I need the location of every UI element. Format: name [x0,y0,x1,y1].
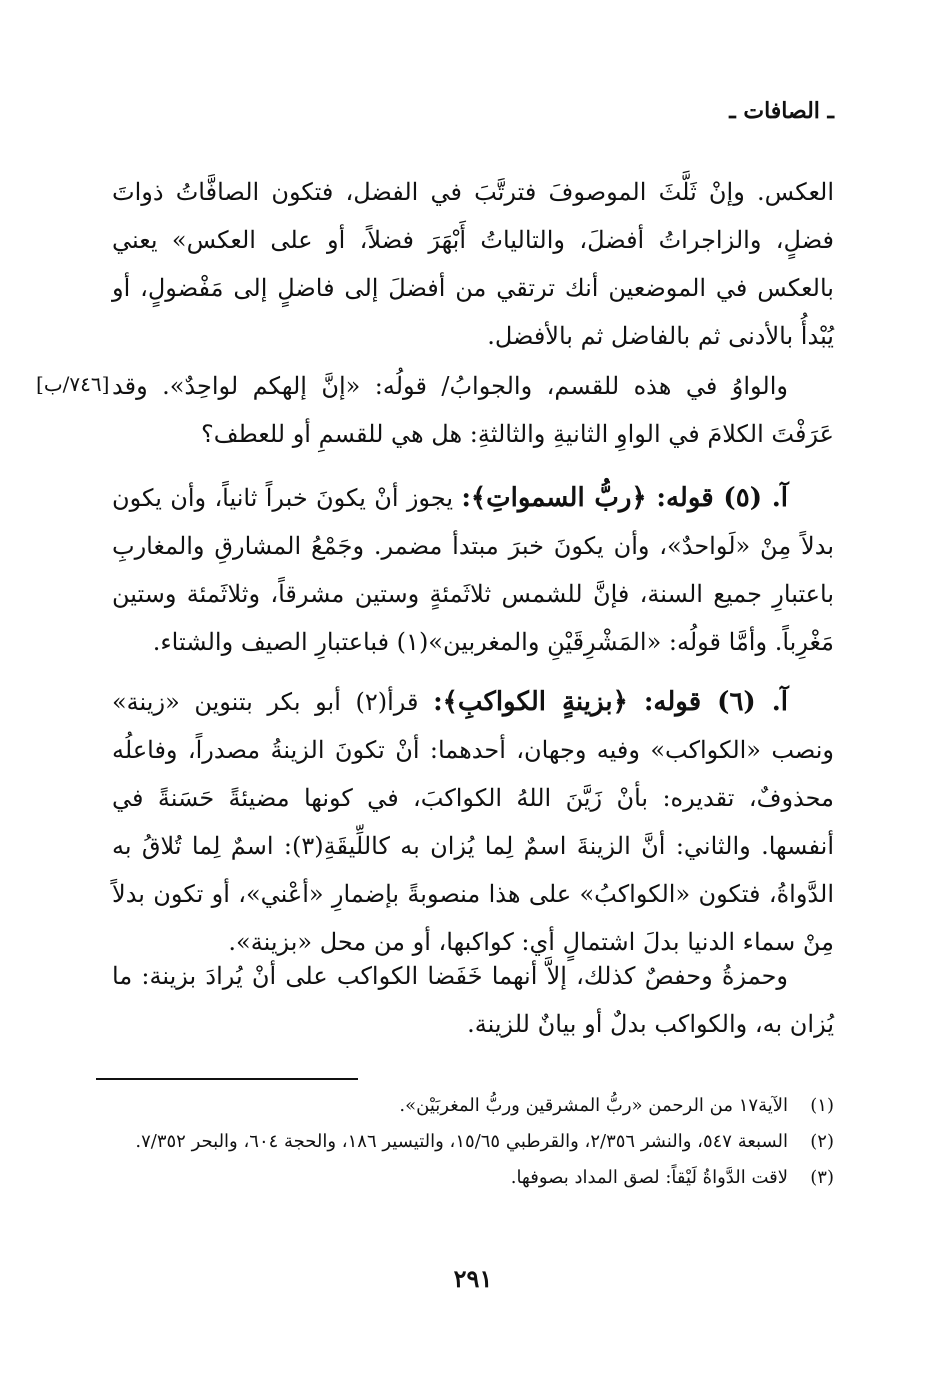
body-paragraph-1 [112,168,834,360]
body-paragraph-3 [112,474,834,666]
footnote-item [112,1088,834,1124]
running-head: ـ الصافات ـ [729,98,834,124]
footnote-divider [96,1078,358,1080]
footnote-text: الآية١٧ من الرحمن «ربُّ المشرقين وربُّ المغربَيْن». [399,1095,788,1116]
footnote-text: السبعة ٥٤٧، والنشر ٢/٣٥٦، والقرطبي ١٥/٦٥، والتيسير ١٨٦، والحجة ٦٠٤، والبحر ٧/٣٥٢. [135,1131,788,1152]
paragraph-text: العكس. وإنْ ثَلَّثَ الموصوفَ فترتَّبَ في الفضل، فتكون الصافَّاتُ ذواتَ فضلٍ، والزاجراتُ أفضلَ، والتالياتُ أَبْهَرَ فضلاً، أو على العكس» يعني بالعكس في الموضعين أنك ترتقي من أفضلَ إلى فاضلٍ إلى مَفْضولٍ، أو يُبْدأُ بالأدنى ثم بالفاضل ثم بالأفضل. [112,178,834,350]
paragraph-text: وحمزةُ وحفصٌ كذلك، إلاَّ أنهما خَفَضا الكواكب على أنْ يُرادَ بزينة: ما يُزان به، والكواكب بدلٌ أو بيانٌ للزينة. [112,962,834,1038]
paragraph-text: يجوز أنْ يكونَ خبراً ثانياً، وأن يكون بدلاً مِنْ «لَواحدٌ»، وأن يكونَ خبرَ مبتدأ مضمر. وجَمْعُ المشارقِ والمغاربِ باعتبارِ جميع السنة، فإنَّ للشمس ثلاثَمئةٍ وستين مشرقاً، وثلاثَمئة وستين مَغْرِباً. وأمَّا قولُه: «المَشْرِقَيْنِ والمغربين»(١) فباعتبارِ الصيف والشتاء. [112,484,834,656]
paragraph-text: والواوُ في هذه للقسم، والجوابُ/ قولُه: «إنَّ إلهكم لواحِدٌ». وقد عَرَفْتَ الكلامَ في الواوِ الثانيةِ والثالثةِ: هل هي للقسمِ أو للعطف؟ [112,372,834,448]
footnote-item [112,1160,834,1196]
manuscript-folio-reference: [٧٤٦/ب] [36,372,110,396]
footnote-text: لاقت الدَّواةُ لَيْقاً: لصق المداد بصوفها. [510,1167,788,1188]
footnote-item [112,1124,834,1160]
paragraph-text: قرأ(٢) أبو بكر بتنوين «زينة» ونصب «الكواكب» وفيه وجهان، أحدهما: أنْ تكونَ الزينةُ مصدراً، وفاعلُه محذوفٌ، تقديره: بأنْ زَيَّنَ اللهُ الكواكبَ، في كونها مضيئةً حَسَنةً في أنفسها. والثاني: أنَّ الزينةَ اسمٌ لِما يُزان به كاللِّيقَةِ(٣): اسمٌ لِما تُلاقُ به الدَّواةُ، فتكون «الكواكبُ» على هذا منصوبةً بإضمارِ «أعْني»، أو تكون بدلاً مِنْ سماء الدنيا بدلَ اشتمالٍ أي: كواكبها، أو من محل «بزينة». [112,688,834,956]
verse-heading: آ. (٦) قوله: ﴿بزينةٍ الكواكبِ﴾: [433,687,788,717]
footnote-number: (٣) [810,1167,834,1188]
footnote-number: (٢) [810,1131,834,1152]
body-paragraph-5 [112,952,834,1048]
body-paragraph-2 [112,362,834,458]
footnote-number: (١) [810,1095,834,1116]
verse-heading: آ. (٥) قوله: ﴿ربُّ السمواتِ﴾: [461,483,788,513]
body-paragraph-4 [112,678,834,966]
page-number: ٢٩١ [453,1264,493,1293]
footnotes [112,1088,834,1196]
